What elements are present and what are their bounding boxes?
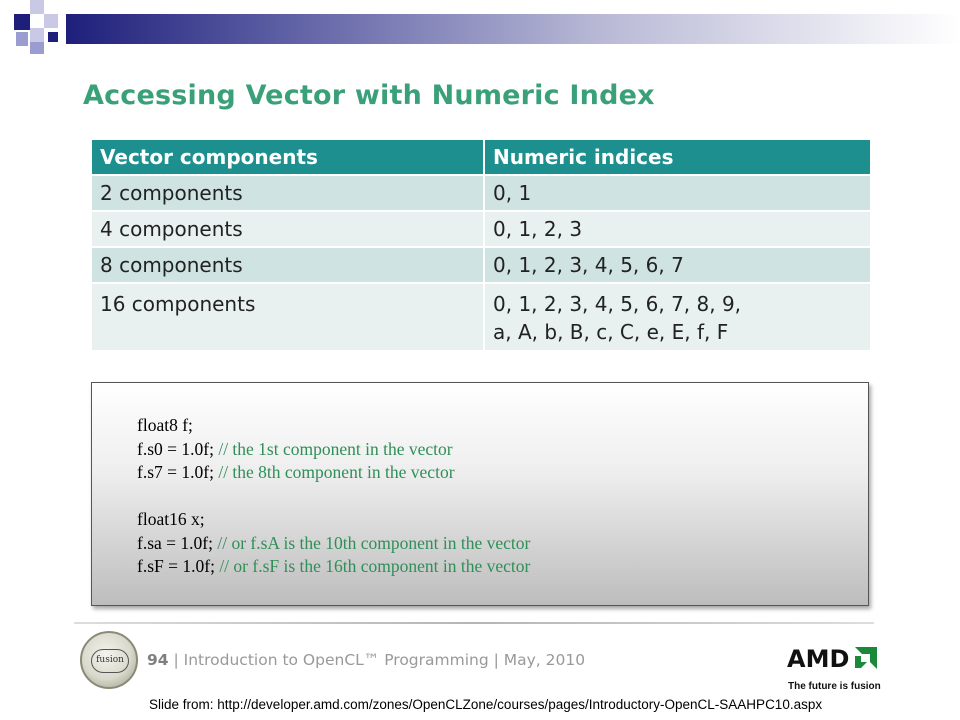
cell-components: 16 components [91, 283, 484, 351]
deco-square-mid [30, 42, 44, 54]
deco-square-navy [48, 32, 58, 42]
deco-square-light [44, 14, 58, 28]
cell-indices: 0, 1, 2, 3, 4, 5, 6, 7 [484, 247, 871, 283]
code-statement: float8 f; [137, 415, 193, 435]
code-comment: // or f.sF is the 16th component in the vector [219, 556, 531, 576]
footer-caption [147, 651, 585, 669]
code-line [137, 414, 530, 438]
deco-square-mid [16, 32, 28, 46]
cell-indices: 0, 1 [484, 175, 871, 211]
cell-components: 2 components [91, 175, 484, 211]
code-line [137, 438, 530, 462]
code-statement: f.s0 = 1.0f; [137, 438, 219, 459]
code-comment: // the 1st component in the vector [218, 438, 453, 459]
deco-square-light [30, 28, 44, 42]
code-comment: // or f.sA is the 10th component in the vector [217, 532, 531, 553]
cell-components: 4 components [91, 211, 484, 247]
amd-logo [787, 645, 879, 681]
code-line [137, 555, 530, 579]
slide-title: Accessing Vector with Numeric Index [83, 80, 655, 111]
code-statement: f.sa = 1.0f; [137, 532, 218, 553]
footer-divider [74, 622, 874, 624]
amd-wordmark: AMD [787, 645, 850, 673]
code-example-box [91, 382, 869, 606]
cell-indices-line: a, A, b, B, c, C, e, E, f, F [493, 320, 729, 344]
page-number: 94 [147, 651, 169, 669]
table-row [91, 247, 871, 283]
vector-index-table [90, 138, 872, 352]
code-statement: float16 x; [137, 509, 205, 529]
amd-arrow-icon [853, 647, 877, 671]
source-citation: Slide from: http://developer.amd.com/zones/OpenCLZone/courses/pages/Introductory-OpenCL-SAAHPC10.aspx [149, 697, 823, 712]
cell-indices-line: 0, 1, 2, 3, 4, 5, 6, 7, 8, 9, [493, 292, 742, 316]
code-block [137, 414, 530, 579]
code-line [137, 508, 530, 532]
amd-tagline: The future is fusion [788, 681, 881, 692]
table-row [91, 283, 871, 351]
code-comment: // the 8th component in the vector [218, 462, 455, 482]
top-decoration [0, 0, 960, 60]
code-line [137, 461, 530, 485]
cell-indices [484, 283, 871, 351]
header-gradient-bar [66, 14, 960, 44]
table-row [91, 175, 871, 211]
cell-indices: 0, 1, 2, 3 [484, 211, 871, 247]
table-header-row [91, 139, 871, 175]
code-line-blank [137, 485, 530, 509]
fusion-logo [80, 631, 138, 689]
table-row [91, 211, 871, 247]
column-header-components: Vector components [91, 139, 484, 175]
fusion-logo-text: fusion [91, 649, 129, 673]
column-header-indices: Numeric indices [484, 139, 871, 175]
code-line [137, 532, 530, 556]
footer-course-text: | Introduction to OpenCL™ Programming | May, 2010 [168, 651, 586, 669]
deco-square-light [30, 0, 44, 14]
deco-square-navy [14, 14, 30, 30]
code-statement: f.s7 = 1.0f; [137, 462, 219, 482]
cell-components: 8 components [91, 247, 484, 283]
code-statement: f.sF = 1.0f; [137, 556, 220, 576]
